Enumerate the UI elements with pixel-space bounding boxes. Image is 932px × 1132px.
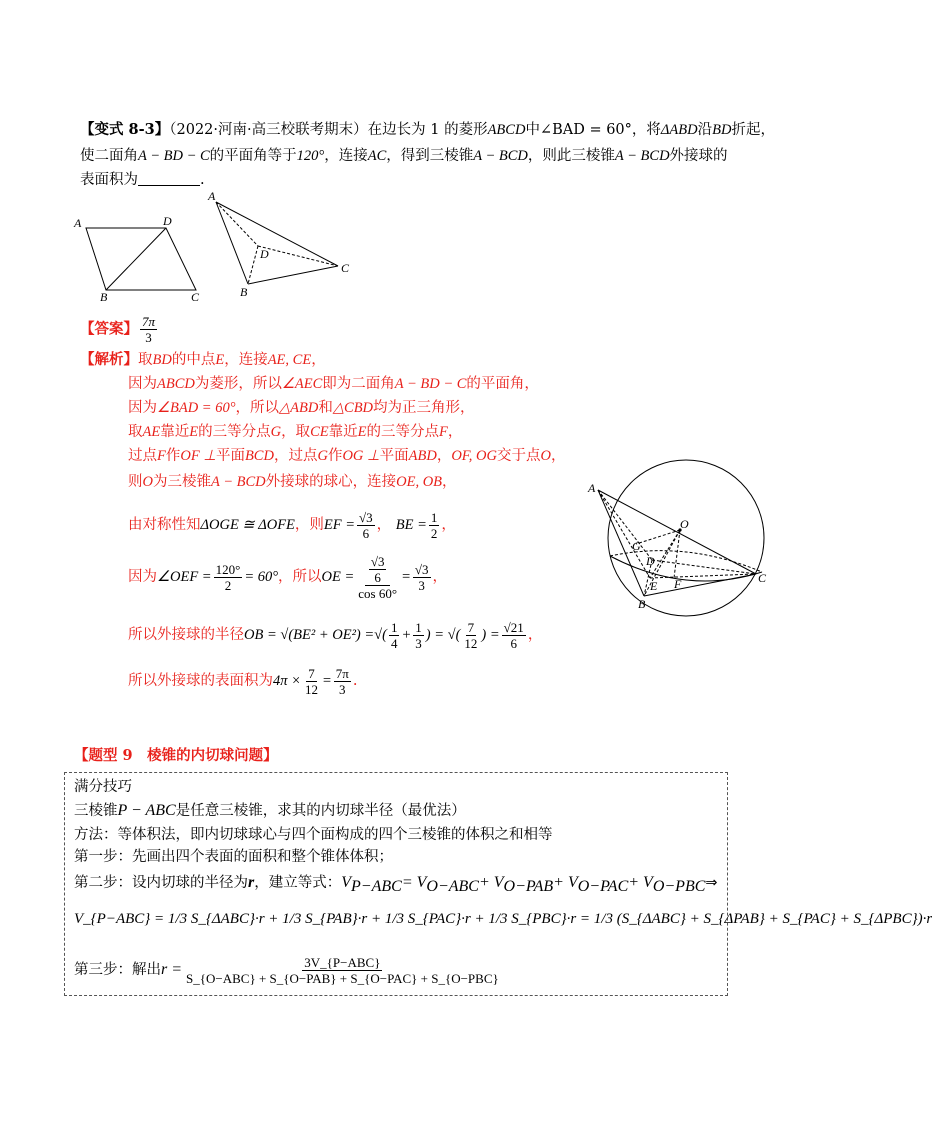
fraction: [369, 554, 387, 585]
fraction-denominator: 12: [304, 681, 318, 697]
tips-math: ⇒: [705, 875, 718, 891]
label-B: B: [100, 290, 108, 304]
tips-line-5: V_{P−ABC} = 1/3 S_{ΔABC}·r + 1/3 S_{PAB}·r + 1/3 S_{PAC}·r + 1/3 S_{PBC}·r = 1/3 (S_{ΔABC} + S_{ΔPAB} + S_{PAC} + S_{ΔPBC})·r: [74, 911, 932, 927]
tips-line-4: [74, 872, 718, 898]
math-dihedral: A − BD − C: [138, 148, 210, 164]
sol-text: 作: [327, 448, 343, 464]
sol-math: OG ⊥: [342, 448, 380, 464]
label-C: C: [191, 290, 200, 304]
sol-text: ，: [311, 352, 326, 368]
label-E: E: [650, 579, 658, 593]
sol-math: F: [157, 448, 166, 464]
sol-text: 靠近: [328, 424, 358, 440]
problem-text: ，得到三棱锥: [386, 148, 474, 164]
tips-line-3: 第一步：先画出四个表面的面积和整个锥体体积；: [74, 849, 393, 865]
sol-math: BE =: [395, 517, 427, 533]
problem-label: 【变式 8-3】: [80, 121, 170, 138]
sol-math: G: [270, 424, 282, 440]
sol-text: ，: [441, 517, 456, 533]
tips-math: r: [248, 874, 255, 891]
fraction: [357, 510, 375, 541]
problem-text: 中∠BAD = 60°，将: [525, 122, 661, 138]
math-rhombus: ABCD: [487, 122, 526, 138]
sol-math: ABD: [408, 448, 437, 464]
sol-text: 所以外接球的半径: [128, 627, 244, 643]
compound-fraction: [356, 554, 399, 601]
fraction-numerator: 1: [390, 619, 398, 635]
sol-text: ，: [447, 424, 463, 440]
sol-text: 平面: [379, 448, 409, 464]
sol-math: F: [438, 424, 448, 440]
problem-text: 外接球的: [669, 148, 728, 164]
problem-text: 使二面角: [80, 148, 138, 164]
problem-line-1: [80, 120, 775, 140]
sol-text: ，: [432, 569, 447, 585]
fraction: [429, 510, 440, 541]
sol-text: 外接球的球心，连接: [265, 474, 397, 490]
label-B: B: [240, 285, 248, 299]
fraction-denominator: 3: [418, 577, 425, 593]
fraction-numerator: √21: [503, 619, 524, 635]
fraction: [413, 620, 424, 651]
sol-text: ，: [527, 627, 543, 643]
problem-text: 在边长为 1 的菱形: [367, 122, 488, 138]
sol-math: √(: [374, 627, 387, 643]
fraction: [389, 620, 400, 651]
sol-text: 即为二面角: [322, 376, 395, 392]
fraction-numerator: 7π: [142, 314, 156, 329]
answer-fraction: [140, 314, 157, 345]
sol-math: A − BD − C: [394, 376, 467, 392]
rhombus-figure: [68, 208, 208, 303]
fraction-denominator: 3: [145, 330, 152, 345]
solution-line-6: [128, 472, 457, 492]
sol-text: 因为: [128, 376, 157, 392]
solution-line-5: [128, 446, 565, 466]
label-D: D: [163, 214, 172, 228]
fraction: [303, 666, 320, 697]
sol-text: ，所以: [235, 400, 280, 416]
problem-text: ，则此三棱锥: [527, 148, 615, 164]
tips-line-1: [74, 800, 466, 822]
fraction-numerator: 1: [415, 619, 422, 635]
sol-math: ∠OEF =: [157, 569, 212, 585]
solution-line-10: [128, 664, 357, 698]
sol-math: OE, OB: [396, 474, 443, 490]
sol-text: 的三等分点: [366, 424, 439, 440]
tips-math: = V: [401, 874, 427, 891]
problem-source: （2022·河南·高三校联考期末）: [169, 122, 368, 138]
math-segment: BD: [712, 122, 732, 138]
label-F: F: [674, 577, 682, 591]
sol-text: ，: [436, 448, 452, 464]
sol-math: E: [357, 424, 367, 440]
sol-text: 由对称性知: [128, 517, 201, 533]
sol-math: E: [189, 424, 199, 440]
section-title: 【题型 9 棱锥的内切球问题】: [74, 747, 278, 764]
solution-line-2: [128, 374, 539, 394]
problem-line-2: [80, 146, 728, 166]
sol-text: 和: [318, 400, 333, 416]
answer-blank: [138, 171, 200, 186]
sol-math: ) =: [481, 627, 500, 643]
tips-sub: O−ABC: [426, 877, 479, 895]
problem-line-3: [80, 170, 205, 190]
fraction-numerator: 7: [308, 665, 315, 681]
sol-text: ，连接: [224, 352, 268, 368]
tips-sub: P−ABC: [351, 877, 402, 895]
sol-math: CE: [310, 424, 329, 440]
fraction-denominator: 3: [339, 681, 346, 697]
tips-line-2: 方法：等体积法，即内切球球心与四个面构成的四个三棱锥的体积之和相等: [74, 827, 553, 843]
problem-text: 的平面角等于: [209, 148, 297, 164]
fraction-numerator: 7π: [335, 665, 349, 681]
sol-text: 的平面角，: [466, 376, 539, 392]
label-C: C: [341, 261, 350, 275]
tips-text: ，建立等式：: [254, 875, 342, 891]
tips-text: 第三步：解出: [74, 962, 161, 978]
fraction-numerator: 1: [430, 509, 438, 525]
math-triangle: ΔABD: [660, 122, 698, 138]
problem-text: .: [200, 172, 205, 188]
tips-math: V: [341, 874, 352, 891]
tips-sub: O−PAB: [503, 877, 554, 895]
sol-math: ∠AEC: [281, 376, 323, 392]
problem-text: 折起，: [731, 122, 775, 138]
sol-text: ，过点: [273, 448, 318, 464]
sol-text: 过点: [128, 448, 157, 464]
sol-math: A − BCD: [210, 474, 266, 490]
math-angle: 120°: [296, 148, 325, 164]
tips-title: 满分技巧: [74, 779, 132, 795]
sol-math: O: [142, 474, 153, 490]
sol-math: △CBD: [332, 400, 374, 416]
tips-math: P − ABC: [117, 802, 176, 819]
fraction: [334, 666, 351, 697]
fraction-denominator: 4: [390, 635, 398, 651]
sol-text: 均为正三角形，: [373, 400, 475, 416]
solution-label: 【解析】: [80, 351, 138, 368]
math-pyramid: A − BCD: [473, 148, 528, 164]
math-pyramid: A − BCD: [614, 148, 670, 164]
sol-math: OF, OG: [451, 448, 497, 464]
sol-math: OE =: [321, 569, 355, 585]
tips-text: 第二步：设内切球的半径为: [74, 875, 248, 891]
fraction-denominator: 3: [415, 635, 422, 651]
fraction-numerator: 3V_{P−ABC}: [304, 954, 381, 970]
sol-text: 作: [165, 448, 181, 464]
sol-text: ，: [442, 474, 457, 490]
problem-text: 表面积为: [80, 172, 138, 188]
label-A: A: [588, 481, 596, 495]
sol-math: ∠BAD = 60°: [157, 400, 236, 416]
solution-line-7: [128, 508, 456, 542]
sol-text: 为三棱锥: [152, 474, 211, 490]
label-B: B: [638, 597, 646, 611]
fraction: [462, 620, 479, 651]
fraction-denominator: S_{O−ABC} + S_{O−PAB} + S_{O−PAC} + S_{O−PBC}: [186, 970, 499, 986]
label-D: D: [260, 247, 269, 261]
sphere-figure: [584, 438, 784, 618]
sol-math: O: [540, 448, 551, 464]
fraction-denominator: 6: [510, 635, 517, 651]
sol-math: E: [215, 352, 225, 368]
sol-math: OF ⊥: [180, 448, 216, 464]
sol-math: BD: [152, 352, 172, 368]
fraction-numerator: [365, 554, 391, 586]
fraction-numerator: 120°: [215, 561, 241, 577]
sol-text: 因为: [128, 400, 157, 416]
sol-math: ABCD: [157, 376, 195, 392]
tips-math: r =: [161, 961, 183, 978]
sol-math: G: [317, 448, 328, 464]
fraction-numerator: √3: [414, 561, 429, 577]
problem-text: 沿: [697, 122, 713, 138]
label-G: G: [632, 539, 641, 553]
sol-math: AE, CE: [267, 352, 312, 368]
tips-line-6: [74, 950, 503, 990]
tips-math: + V: [553, 874, 578, 891]
answer-line: [80, 314, 159, 345]
label-C: C: [758, 571, 767, 585]
label-D: D: [646, 554, 655, 568]
sol-math: AE: [142, 424, 161, 440]
solution-line-8: [128, 552, 447, 602]
math-segment: AC: [367, 148, 387, 164]
fraction-denominator: 2: [224, 577, 232, 593]
sol-math: △ABD: [279, 400, 319, 416]
answer-label: 【答案】: [80, 320, 138, 338]
solution-line-1: [80, 350, 326, 370]
sol-math: BCD: [244, 448, 274, 464]
tips-math: + V: [628, 874, 653, 891]
sol-text: 的三等分点: [198, 424, 271, 440]
fraction-denominator: 12: [464, 635, 478, 651]
tips-sub: O−PBC: [652, 877, 706, 895]
sol-text: 的中点: [171, 352, 216, 368]
tips-sub: O−PAC: [577, 877, 629, 895]
fraction-numerator: √3: [359, 509, 373, 525]
pyramid-figure: [200, 188, 360, 303]
fraction: [184, 955, 501, 986]
sol-text: ，: [376, 517, 392, 533]
sol-text: ，: [550, 448, 566, 464]
fraction: [214, 562, 243, 593]
fraction: [413, 562, 431, 593]
sol-text: 取: [138, 352, 153, 368]
sol-math: =: [401, 569, 411, 585]
sol-text: ，取: [281, 424, 311, 440]
sol-text: ，则: [294, 517, 324, 533]
sol-math: = 60°: [244, 569, 279, 585]
label-A: A: [74, 216, 82, 230]
sol-text: 因为: [128, 569, 157, 585]
fraction-denominator: 6: [362, 525, 370, 541]
label-A: A: [208, 189, 216, 203]
sol-text: 靠近: [160, 424, 190, 440]
tips-math: + V: [478, 874, 504, 891]
sol-text: 平面: [215, 448, 245, 464]
fraction-denominator: 2: [430, 525, 438, 541]
label-O: O: [680, 517, 689, 531]
sol-math: +: [401, 627, 412, 643]
sol-math: ) = √(: [425, 627, 461, 643]
fraction-denominator: 6: [374, 569, 381, 585]
fraction-denominator: cos 60°: [358, 585, 398, 601]
sol-text: 交于点: [496, 448, 541, 464]
fraction-numerator: √3: [370, 553, 385, 569]
sol-text: ，所以: [278, 569, 322, 585]
sol-math: 4π ×: [273, 673, 301, 689]
sol-text: 所以外接球的表面积为: [128, 673, 273, 689]
problem-text: ，连接: [324, 148, 368, 164]
solution-line-4: [128, 422, 462, 442]
sol-text: .: [352, 673, 358, 689]
sol-math: ΔOGE ≅ ΔOFE: [200, 517, 295, 533]
fraction-numerator: 7: [467, 619, 475, 635]
sol-text: 取: [128, 424, 143, 440]
tips-text: 是任意三棱锥，求其的内切球半径（最优法）: [175, 803, 466, 819]
sol-text: 则: [128, 474, 143, 490]
tips-text: 三棱锥: [74, 803, 118, 819]
solution-line-3: [128, 398, 475, 418]
sol-text: 为菱形，所以: [194, 376, 282, 392]
sol-math: EF =: [323, 517, 356, 533]
solution-line-9: [128, 618, 542, 652]
fraction: [502, 620, 526, 651]
sol-math: =: [321, 673, 332, 689]
sol-math: OB = √(BE² + OE²) =: [244, 627, 375, 643]
